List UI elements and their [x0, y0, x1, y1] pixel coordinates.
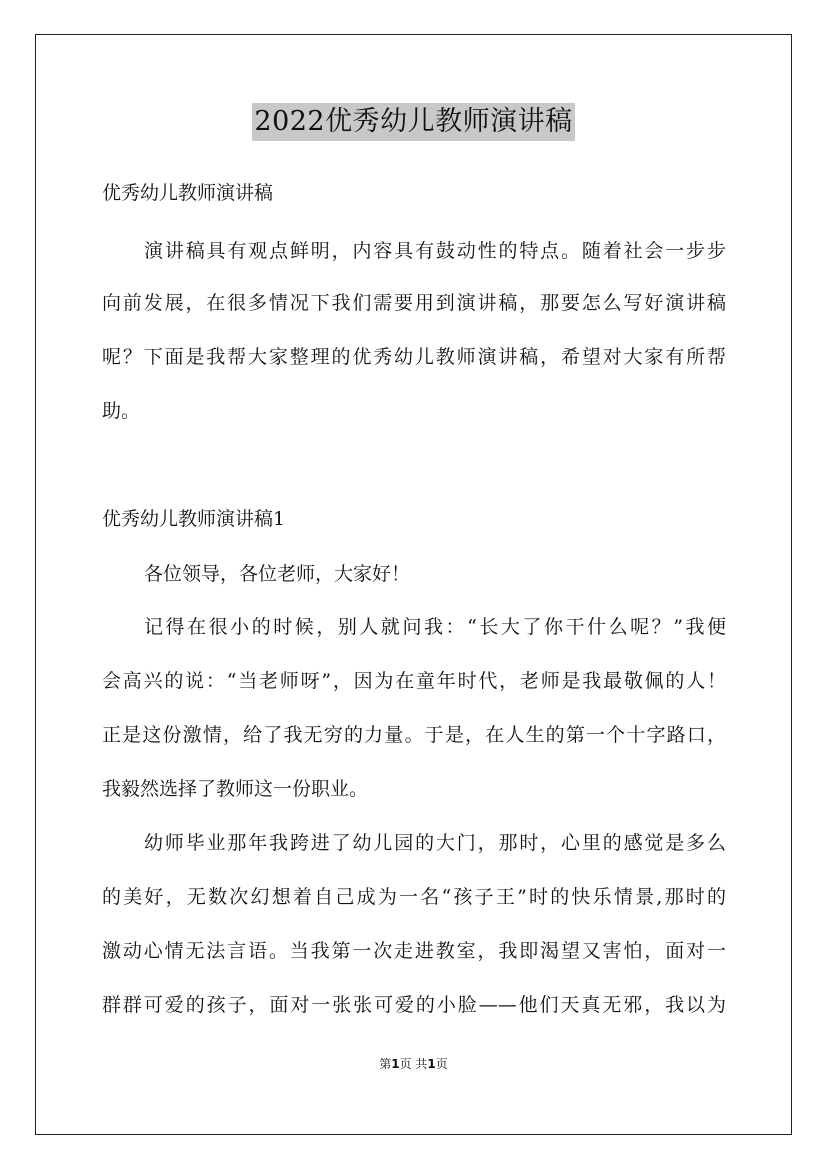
paragraph-2-line-3: 激动心情无法言语。当我第一次走进教室，我即渴望又害怕，面对一 [102, 940, 726, 962]
paragraph-1-line-4: 我毅然选择了教师这一份职业。 [102, 778, 369, 800]
footer-page-suffix: 页 [435, 1057, 448, 1071]
title-container [0, 103, 827, 141]
intro-heading: 优秀幼儿教师演讲稿 [102, 182, 274, 204]
paragraph-2-line-1: 幼师毕业那年我跨进了幼儿园的大门，那时，心里的感觉是多么 [144, 832, 726, 854]
footer-page-total: 1 [427, 1057, 436, 1071]
page-footer [0, 1056, 827, 1072]
paragraph-2-line-2: 的美好，无数次幻想着自己成为一名“孩子王”时的快乐情景,那时的 [102, 886, 726, 908]
intro-paragraph-line-1: 演讲稿具有观点鲜明，内容具有鼓动性的特点。随着社会一步步 [144, 240, 726, 262]
paragraph-1-line-1: 记得在很小的时候，别人就问我：“长大了你干什么呢？”我便 [144, 616, 726, 638]
paragraph-1-line-3: 正是这份激情，给了我无穷的力量。于是，在人生的第一个十字路口， [102, 724, 726, 746]
section-heading: 优秀幼儿教师演讲稿1 [102, 508, 286, 530]
document-title: 2022优秀幼儿教师演讲稿 [252, 103, 574, 141]
greeting-line: 各位领导，各位老师，大家好！ [144, 563, 411, 585]
footer-page-mid: 页 共 [399, 1057, 428, 1071]
intro-paragraph-line-3: 呢？下面是我帮大家整理的优秀幼儿教师演讲稿，希望对大家有所帮 [102, 346, 726, 368]
footer-page-prefix: 第 [379, 1057, 392, 1071]
paragraph-1-line-2: 会高兴的说：“当老师呀”，因为在童年时代，老师是我最敬佩的人！ [102, 670, 726, 692]
intro-paragraph-line-4: 助。 [102, 400, 141, 422]
paragraph-2-line-4: 群群可爱的孩子，面对一张张可爱的小脸——他们天真无邪，我以为 [102, 994, 726, 1016]
intro-paragraph-line-2: 向前发展，在很多情况下我们需要用到演讲稿，那要怎么写好演讲稿 [102, 292, 726, 314]
footer-page-current: 1 [391, 1057, 400, 1071]
